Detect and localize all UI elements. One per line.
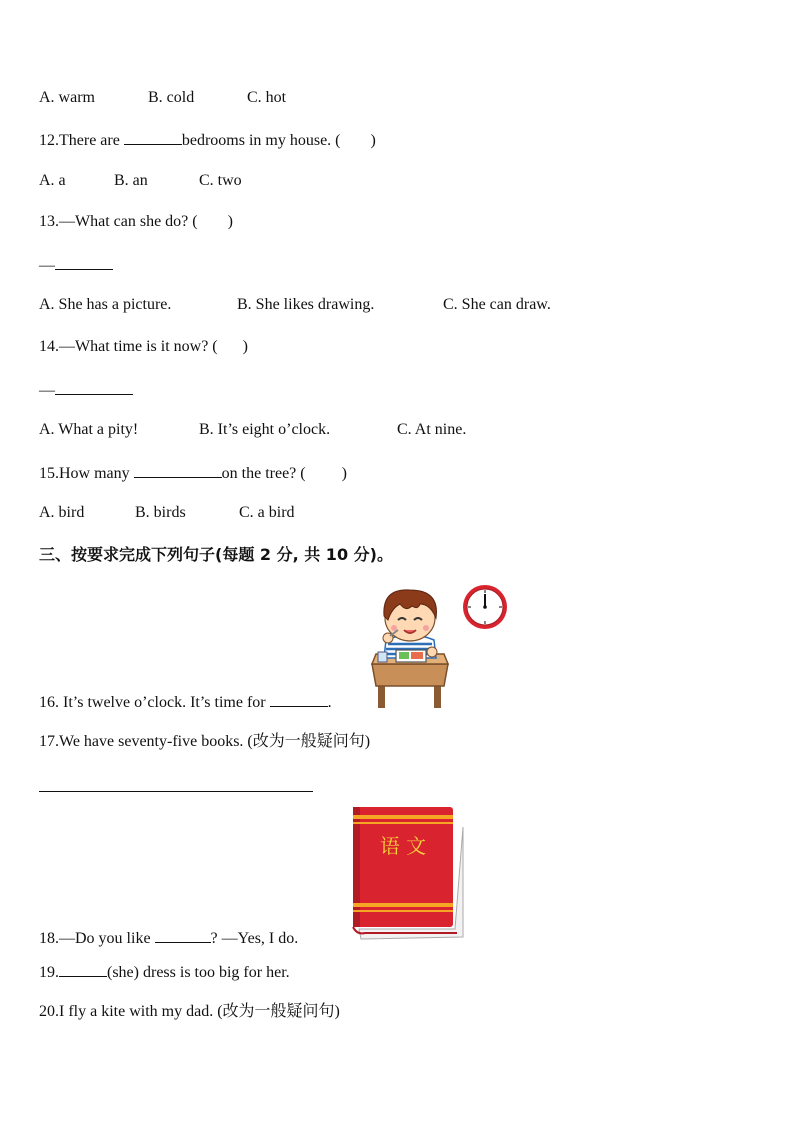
q15-question (39, 462, 347, 484)
q13-response (39, 254, 113, 276)
q15-option-a: A. bird (39, 504, 85, 521)
q15-close-paren: ) (341, 465, 347, 482)
q13-response-blank[interactable] (55, 254, 113, 270)
q14-response-blank[interactable] (55, 379, 133, 395)
boy-eating-lunch-illustration (364, 582, 456, 710)
q12-text-post: bedrooms in my house. ( (181, 132, 341, 149)
q14-text: 14.—What time is it now? ( (39, 338, 218, 355)
q18-text-post: ? —Yes, I do. (210, 930, 299, 947)
q19-text-post: (she) dress is too big for her. (107, 964, 290, 981)
q12-close-paren: ) (370, 132, 376, 149)
q13-text: 13.—What can she do? ( (39, 213, 198, 230)
book-title: 语 文 (379, 834, 427, 858)
q14-close-paren: ) (242, 338, 248, 355)
q13-close-paren: ) (227, 213, 233, 230)
q12-options (39, 171, 242, 191)
q14-dash: — (39, 382, 55, 399)
q15-text-post: on the tree? ( (221, 465, 306, 482)
q14-option-c: C. At nine. (397, 421, 467, 438)
q13-dash: — (39, 257, 55, 274)
q12-option-a: A. a (39, 172, 66, 189)
q17-answer-line[interactable] (39, 791, 313, 792)
q16-blank[interactable] (270, 691, 328, 707)
q19-blank[interactable] (59, 961, 107, 977)
q12-option-b: B. an (114, 172, 148, 189)
q11-option-a: A. warm (39, 89, 95, 106)
q11-options (39, 88, 286, 108)
q18-blank[interactable] (155, 927, 211, 943)
clock-icon (461, 583, 509, 631)
q20-question: 20.I fly a kite with my dad. (改为一般疑问句) (39, 1003, 340, 1020)
q14-option-a: A. What a pity! (39, 421, 139, 438)
q13-options (39, 295, 551, 315)
q15-text-pre: 15.How many (39, 465, 134, 482)
q11-option-c: C. hot (247, 89, 287, 106)
q14-response (39, 379, 133, 401)
section-3-title: 三、按要求完成下列句子(每题 2 分, 共 10 分)。 (39, 545, 393, 564)
q18-text-pre: 18.—Do you like (39, 930, 155, 947)
q13-option-c: C. She can draw. (443, 296, 551, 313)
q15-option-b: B. birds (135, 504, 186, 521)
q19-text-pre: 19. (39, 964, 59, 981)
q12-question (39, 129, 376, 151)
q16-question (39, 691, 332, 713)
chinese-book-illustration (351, 805, 465, 941)
q15-options (39, 503, 295, 523)
q15-blank[interactable] (134, 462, 222, 478)
q16-text-post: . (327, 694, 332, 711)
q12-blank[interactable] (124, 129, 182, 145)
q18-question (39, 927, 298, 949)
q12-option-c: C. two (199, 172, 242, 189)
q19-question (39, 961, 290, 983)
q13-option-b: B. She likes drawing. (237, 296, 375, 313)
q13-question (39, 212, 233, 232)
q17-question: 17.We have seventy-five books. (改为一般疑问句) (39, 733, 371, 750)
q13-option-a: A. She has a picture. (39, 296, 172, 313)
q12-text-pre: 12.There are (39, 132, 124, 149)
q16-text-pre: 16. It’s twelve o’clock. It’s time for (39, 694, 270, 711)
q11-option-b: B. cold (148, 89, 195, 106)
q15-option-c: C. a bird (239, 504, 295, 521)
q14-question (39, 337, 248, 357)
q14-option-b: B. It’s eight o’clock. (199, 421, 331, 438)
q14-options (39, 420, 466, 440)
